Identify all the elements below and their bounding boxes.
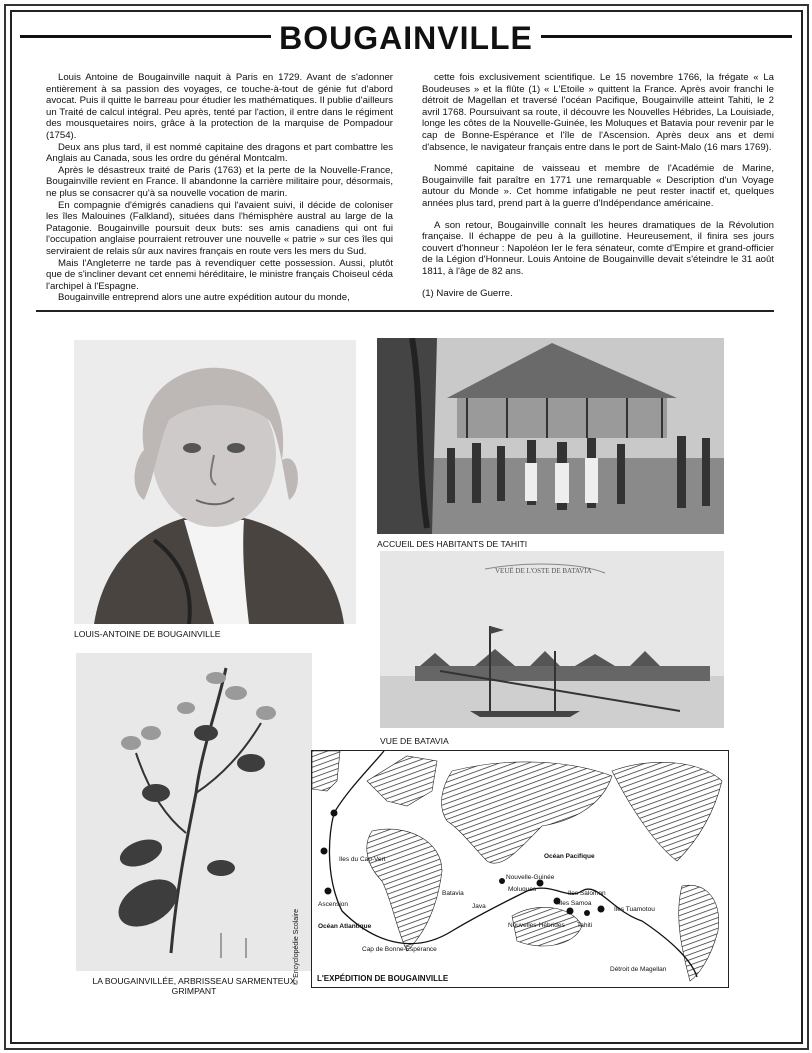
text-column-left: [46, 72, 393, 304]
map-label: Iles du Cap-Vert: [339, 856, 386, 863]
tahiti-caption: ACCUEIL DES HABITANTS DE TAHITI: [377, 539, 528, 549]
map-label: Batavia: [442, 890, 464, 897]
map-label: Cap de Bonne-Espérance: [362, 946, 437, 953]
map-label: Nouvelles-Hébrides: [508, 922, 565, 929]
map-label: Java: [472, 903, 486, 910]
batavia-caption: VUE DE BATAVIA: [380, 736, 449, 746]
map-label: Détroit de Magellan: [610, 966, 667, 973]
paragraph: A son retour, Bougainville connaît les heures dramatiques de la Révolution française. Il échappe de peu à la guillotine. Heureusement, il finira ses jours couvert d'honneur : Napoléon Ier le fera sénateur, comte d'Empire et grand-officier de la Légion d'Honneur. Louis Antoine de Bougainville devait s'éteindre le 31 août 1811, à l'âge de 82 ans.: [422, 219, 774, 277]
map-label: Ascension: [318, 901, 348, 908]
portrait-caption: LOUIS-ANTOINE DE BOUGAINVILLE: [74, 629, 221, 639]
paragraph: Après le désastreux traité de Paris (1763) et la perte de la Nouvelle-France, Bougainville revient en France. Il abandonne la carrière militaire pour, désormais, ne plus se consacrer qu'à sa nouvelle vocation de marin.: [46, 164, 393, 199]
map-label: Iles Tuamotou: [614, 906, 655, 913]
footnote: (1) Navire de Guerre.: [422, 287, 513, 299]
batavia-image: [380, 551, 724, 728]
page-title: BOUGAINVILLE: [0, 18, 812, 58]
tahiti-image: [377, 338, 724, 534]
plant-caption: LA BOUGAINVILLÉE, ARBRISSEAU SARMENTEUX GRIMPANT: [92, 976, 296, 996]
paragraph: Deux ans plus tard, il est nommé capitaine des dragons et part combattre les Anglais au Canada, sous les ordre du général Montcalm.: [46, 141, 393, 165]
map-label: Moluques: [508, 886, 537, 893]
text-column-right: [422, 72, 774, 299]
paragraph: Mais l'Angleterre ne tarde pas à revendiquer cette possession. Aussi, plutôt que de s'incliner devant cet ennemi héréditaire, le ministre français Choiseul céda l'archipel à l'Espagne.: [46, 257, 393, 292]
expedition-map: [311, 750, 729, 988]
map-label: Iles Salomon: [568, 890, 606, 897]
map-label: Océan Atlantique: [318, 923, 372, 930]
section-divider: [36, 310, 774, 312]
copyright-text: © Encyclopédie Scolaire: [293, 909, 300, 985]
map-label: Tahiti: [577, 922, 593, 929]
paragraph: cette fois exclusivement scientifique. Le 15 novembre 1766, la frégate « La Boudeuses » et la flûte (1) « L'Etoile » quittent la France. Après avoir franchi le détroit de Magellan et traversé l'océan Pacifique, Bougainville atteint Tahiti, le 2 avril 1768. Poursuivant sa route, il découvre les Nouvelles Hébrides, La Louisiade, longe les côtes de la Nouvelle-Guinée, les Moluques et Batavia pour revenir par le cap de Bonne-Espérance et l'île de l'Ascension. Après deux ans et demi d'absence, le navigateur français entre dans le port de Saint-Malo (16 mars 1769).: [422, 72, 774, 153]
paragraph: Louis Antoine de Bougainville naquit à Paris en 1729. Avant de s'adonner entièrement à sa passion des voyages, ce touche-à-tout de génie fut d'abord avocat. Puis il quitte le barreau pour étudier les mathématiques. Il publie d'ailleurs un Traité de calcul intégral. Peu après, tenté par l'action, il entre dans le régiment des mousquetaires noirs, grâce à la protection de la marquise de Pompadour (1754).: [46, 72, 393, 141]
portrait-image: [74, 340, 356, 624]
paragraph: Bougainville entreprend alors une autre expédition autour du monde,: [58, 292, 350, 304]
paragraph: En compagnie d'émigrés canadiens qui l'avaient suivi, il décide de coloniser les îles Malouines (Falkland), situées dans l'hémisphère austral au large de la Patagonie. Bougainville poursuit deux buts: ses amis canadiens qui ont fui l'occupation anglaise pourraient retrouver une nouvelle « patrie » sur ces îles qui serviraient de relais sûr aux navires français en route vers les mers du Sud.: [46, 199, 393, 257]
map-label: Nouvelle-Guinée: [506, 874, 555, 881]
plant-image: [76, 653, 312, 971]
map-label: Iles Samoa: [559, 900, 592, 907]
map-title: L'EXPÉDITION DE BOUGAINVILLE: [317, 974, 449, 983]
map-label: Océan Pacifique: [544, 853, 595, 860]
batavia-banner-text: VEUË DE L'OSTE DE BATAVIA: [495, 567, 592, 575]
paragraph: Nommé capitaine de vaisseau et membre de l'Académie de Marine, Bougainville fait paraître en 1771 une remarquable « Description d'un Voyage autour du Monde ». Cet homme infatigable ne peut rester inactif et, quelques années plus tard, prend part à la guerre d'Indépendance américaine.: [422, 163, 774, 209]
